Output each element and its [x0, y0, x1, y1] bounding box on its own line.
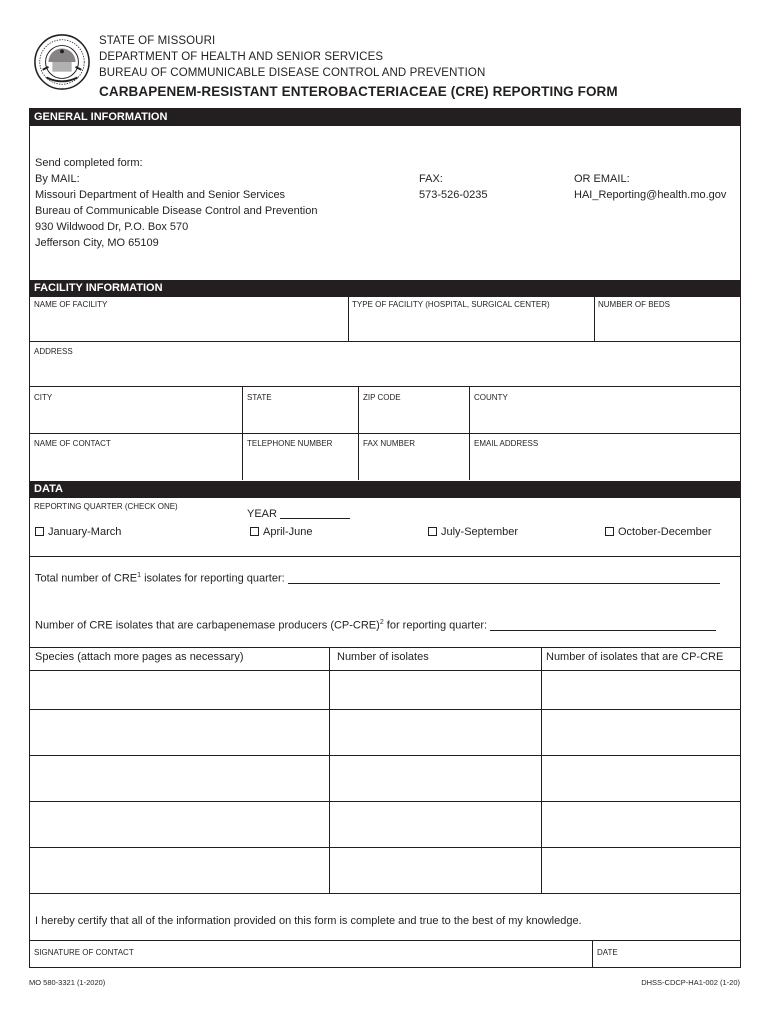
fax-label: FAX: [419, 173, 443, 185]
isolates-column-header: Number of isolates [337, 651, 429, 663]
header-state: STATE OF MISSOURI [99, 35, 216, 47]
checkbox-icon[interactable] [35, 527, 44, 536]
form-body [29, 108, 741, 968]
name-of-facility-label: NAME OF FACILITY [34, 300, 108, 309]
header-bureau: BUREAU OF COMMUNICABLE DISEASE CONTROL AND PREVENTION [99, 67, 486, 79]
general-information-heading: GENERAL INFORMATION [30, 109, 740, 126]
county-label: COUNTY [474, 393, 508, 402]
send-completed-form: Send completed form: [35, 157, 143, 169]
mail-address-line-1: Missouri Department of Health and Senior Services [35, 189, 286, 201]
signature-of-contact-label: SIGNATURE OF CONTACT [34, 948, 134, 957]
form-number-right: DHSS-CDCP-HA1-002 (1-20) [641, 978, 740, 987]
email-value: HAI_Reporting@health.mo.gov [574, 189, 727, 201]
county-field[interactable] [470, 387, 740, 433]
telephone-number-label: TELEPHONE NUMBER [247, 439, 333, 448]
reporting-quarter-label: REPORTING QUARTER (CHECK ONE) [34, 502, 178, 511]
table-row[interactable] [30, 848, 329, 893]
fax-number-label: FAX NUMBER [363, 439, 416, 448]
name-of-facility-field[interactable] [30, 297, 348, 341]
quarter-july-september[interactable]: July-September [428, 526, 518, 538]
checkbox-icon[interactable] [250, 527, 259, 536]
table-row[interactable] [30, 756, 329, 801]
table-row[interactable] [30, 671, 329, 709]
cp-cre-column-header: Number of isolates that are CP-CRE [546, 651, 724, 663]
table-row[interactable] [30, 710, 329, 755]
email-address-field[interactable] [470, 434, 740, 480]
zip-code-field[interactable] [359, 387, 469, 433]
checkbox-icon[interactable] [428, 527, 437, 536]
total-cre-isolates-field[interactable]: Total number of CRE$^1$ isolates for reporting quarter: [35, 572, 720, 585]
year-label: YEAR [247, 508, 277, 520]
quarter-january-march[interactable]: January-March [35, 526, 121, 538]
fax-number-field[interactable] [359, 434, 469, 480]
certification-statement: I hereby certify that all of the information provided on this form is complete and true to the best of my knowledge. [35, 915, 582, 927]
zip-code-label: ZIP CODE [363, 393, 401, 402]
email-address-label: EMAIL ADDRESS [474, 439, 539, 448]
date-label: DATE [597, 948, 618, 957]
by-mail-label: By MAIL: [35, 173, 80, 185]
address-label: ADDRESS [34, 347, 73, 356]
checkbox-icon[interactable] [605, 527, 614, 536]
header-department: DEPARTMENT OF HEALTH AND SENIOR SERVICES [99, 51, 384, 63]
data-heading: DATA [30, 481, 740, 498]
address-field[interactable] [30, 342, 740, 386]
species-column-header: Species (attach more pages as necessary) [35, 651, 244, 663]
mail-address-line-2: Bureau of Communicable Disease Control and Prevention [35, 205, 318, 217]
email-label: OR EMAIL: [574, 173, 630, 185]
quarter-october-december[interactable]: October-December [605, 526, 712, 538]
name-of-contact-label: NAME OF CONTACT [34, 439, 111, 448]
telephone-number-field[interactable] [243, 434, 358, 480]
city-label: CITY [34, 393, 53, 402]
state-label: STATE [247, 393, 272, 402]
facility-information-heading: FACILITY INFORMATION [30, 280, 740, 297]
mail-address-line-4: Jefferson City, MO 65109 [35, 237, 159, 249]
missouri-state-seal-icon [33, 33, 91, 91]
table-row[interactable] [30, 802, 329, 847]
signature-field[interactable] [30, 941, 592, 967]
year-field[interactable] [247, 508, 350, 520]
mail-address-line-3: 930 Wildwood Dr, P.O. Box 570 [35, 221, 189, 233]
form-title: CARBAPENEM-RESISTANT ENTEROBACTERIACEAE (CRE) REPORTING FORM [99, 84, 618, 99]
type-of-facility-field[interactable] [349, 297, 594, 341]
city-field[interactable] [30, 387, 242, 433]
number-of-beds-field[interactable] [595, 297, 740, 341]
quarter-april-june[interactable]: April-June [250, 526, 313, 538]
fax-value: 573-526-0235 [419, 189, 488, 201]
form-number-left: MO 580-3321 (1-2020) [29, 978, 106, 987]
state-field[interactable] [243, 387, 358, 433]
type-of-facility-label: TYPE OF FACILITY (HOSPITAL, SURGICAL CENTER) [352, 300, 550, 309]
cp-cre-isolates-field[interactable]: Number of CRE isolates that are carbapenemase producers $(CP-CRE)^2$ for reporting quarter: [35, 619, 716, 632]
date-field[interactable] [593, 941, 740, 967]
name-of-contact-field[interactable] [30, 434, 242, 480]
number-of-beds-label: NUMBER OF BEDS [598, 300, 671, 309]
